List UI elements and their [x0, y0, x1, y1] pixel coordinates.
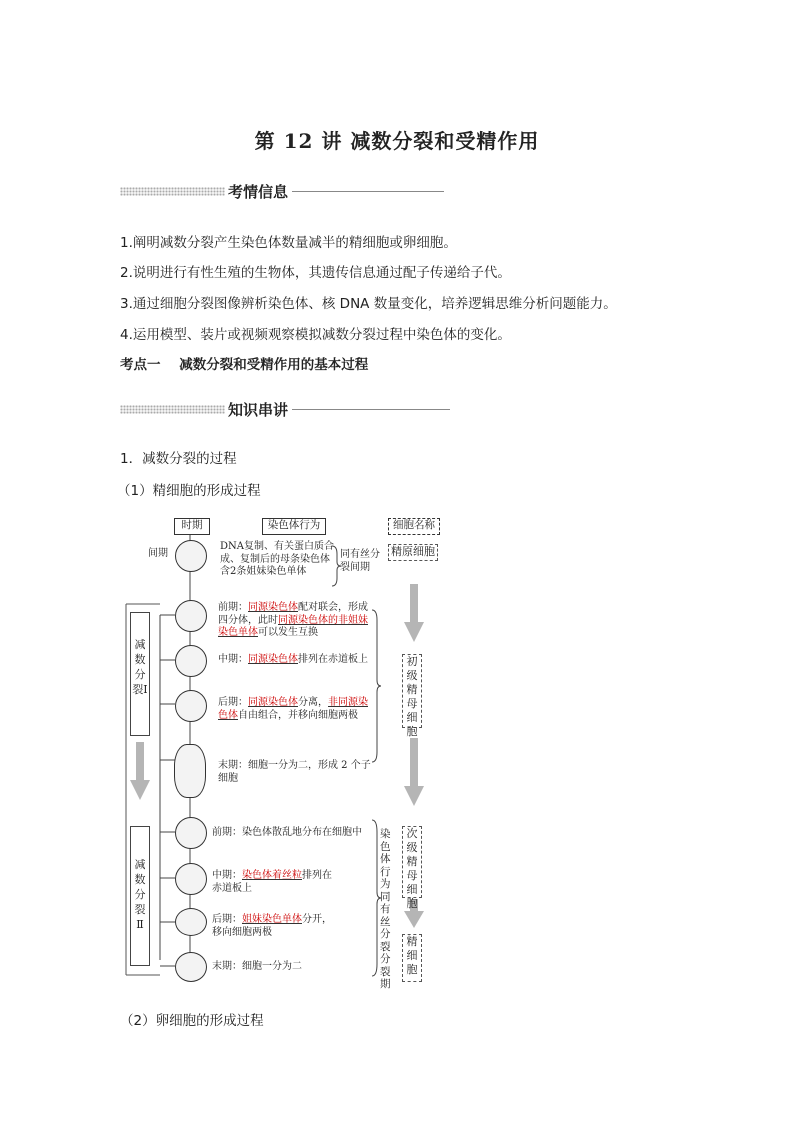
- interphase-text: DNA复制、有关蛋白质合成、复制后的母条染色体含2条姐妹染色单体: [220, 541, 334, 577]
- heading-sperm-formation: （1）精细胞的形成过程: [117, 483, 261, 499]
- m2-telophase-text: 末期：细胞一分为二: [212, 961, 302, 972]
- m1-metaphase-text: 中期：同源染色体排列在赤道板上: [218, 654, 368, 665]
- cell-interphase-image: [175, 540, 207, 572]
- cell-m2-anaphase-image: [175, 908, 207, 936]
- same-as-mitosis-label: 同有丝分裂间期: [340, 549, 380, 573]
- heading-meiosis-process: 1．减数分裂的过程: [120, 451, 237, 467]
- m2-metaphase-text: 中期：染色体着丝粒排列在赤道板上: [212, 870, 332, 894]
- header-cell-name: 细胞名称: [388, 518, 440, 535]
- cell-m1-metaphase-image: [175, 645, 207, 677]
- objective-4: 4.运用模型、装片或视频观察模拟减数分裂过程中染色体的变化。: [120, 327, 511, 343]
- cell-m1-prophase-image: [175, 600, 207, 632]
- label-interphase: 间期: [148, 548, 168, 559]
- cell-m2-telophase-image: [175, 952, 207, 982]
- cell-m1-anaphase-image: [175, 690, 207, 722]
- heading-egg-formation: （2）卵细胞的形成过程: [120, 1013, 264, 1029]
- m1-anaphase-text: 后期：同源染色体分离，非同源染色体自由组合，并移向细胞两极: [218, 697, 368, 721]
- exam-point-heading: 考点一 减数分裂和受精作用的基本过程: [120, 357, 369, 373]
- objective-1: 1.阐明减数分裂产生染色体数量减半的精细胞或卵细胞。: [120, 235, 457, 251]
- cell-m2-prophase-image: [175, 817, 207, 849]
- spermatid-box: 精细胞: [402, 934, 422, 982]
- cell-m1-telophase-image: [174, 744, 206, 798]
- m1-prophase-text: 前期：同源染色体配对联会，形成四分体，此时同源染色体的非姐妹染色单体可以发生互换: [218, 602, 368, 638]
- meiosis-1-label: 减数分裂Ⅰ: [130, 612, 150, 736]
- spermatogonium-box: 精原细胞: [388, 544, 438, 561]
- m2-anaphase-text: 后期：姐妹染色单体分开，移向细胞两极: [212, 914, 332, 938]
- m1-telophase-text: 末期：细胞一分为二，形成 2 个子细胞: [218, 760, 371, 784]
- meiosis-2-label: 减数分裂Ⅱ: [130, 826, 150, 966]
- m2-side-note: 染色体行为同有丝分裂分裂期: [380, 828, 391, 990]
- cell-m2-metaphase-image: [175, 863, 207, 895]
- section-label: 知识串讲: [228, 401, 289, 419]
- secondary-spermatocyte-box: 次级精母细胞: [402, 826, 422, 898]
- section-label: 考情信息: [228, 183, 289, 201]
- header-period: 时期: [174, 518, 210, 535]
- primary-spermatocyte-box: 初级精母细胞: [402, 654, 422, 728]
- header-behavior: 染色体行为: [262, 518, 326, 535]
- objective-3: 3.通过细胞分裂图像辨析染色体、核 DNA 数量变化，培养逻辑思维分析问题能力。: [120, 296, 617, 312]
- objective-2: 2.说明进行有性生殖的生物体，其遗传信息通过配子传递给子代。: [120, 265, 511, 281]
- m2-prophase-text: 前期：染色体散乱地分布在细胞中: [212, 827, 362, 838]
- page-title: 第 12 讲 减数分裂和受精作用: [254, 129, 540, 153]
